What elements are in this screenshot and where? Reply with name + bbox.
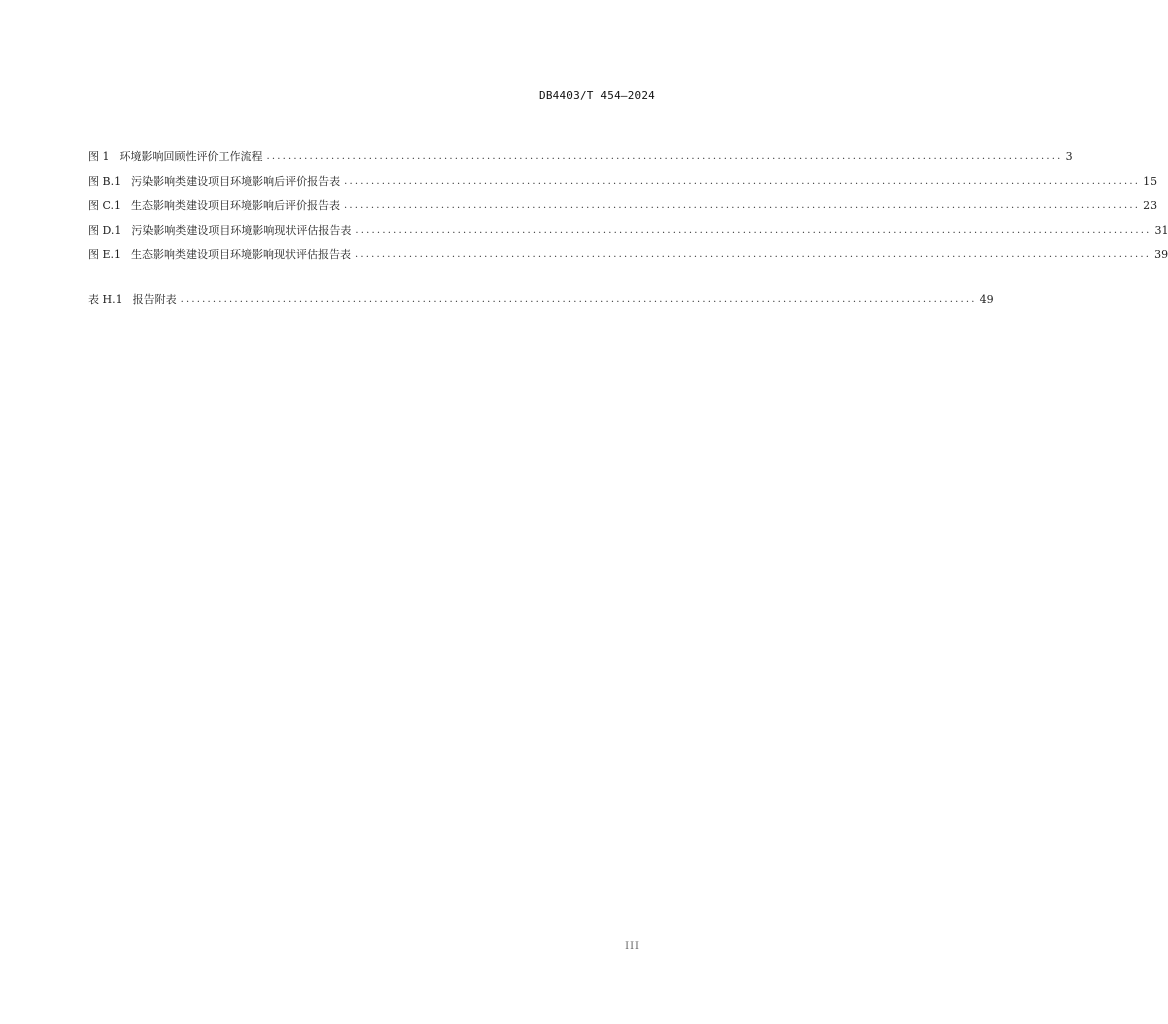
toc-entry-title: 环境影响回顾性评价工作流程: [119, 150, 263, 163]
toc-entry-page: 39: [1154, 248, 1168, 261]
toc-entry[interactable]: [88, 223, 1168, 248]
dot-leader: ....................................................................................................................................................: [344, 200, 1141, 211]
toc-entry-page: 49: [979, 293, 994, 306]
toc-entry[interactable]: [88, 174, 1158, 199]
toc-entry-label: 表 H.1: [88, 293, 123, 306]
toc-entry[interactable]: [88, 198, 1158, 223]
dot-leader: ....................................................................................................................................................: [344, 175, 1141, 187]
figure-list: [88, 149, 1168, 272]
toc-entry-label: 图 B.1: [88, 174, 122, 188]
toc-entry-page: 23: [1143, 199, 1158, 212]
dot-leader: ....................................................................................................................................................: [180, 294, 977, 305]
page-number: III: [625, 941, 640, 952]
toc-entry-title: 生态影响类建设项目环境影响现状评估报告表: [131, 248, 352, 261]
toc-entry-label: 图 E.1: [88, 248, 122, 261]
toc-entry-title: 生态影响类建设项目环境影响后评价报告表: [131, 199, 341, 212]
dot-leader: ....................................................................................................................................................: [266, 151, 1063, 162]
toc-entry-page: 31: [1154, 223, 1168, 237]
toc-entry-label: 图 C.1: [88, 199, 122, 212]
toc-entry-title: 污染影响类建设项目环境影响现状评估报告表: [131, 223, 352, 237]
dot-leader: ....................................................................................................................................................: [355, 249, 1152, 260]
standard-code: DB4403/T 454—2024: [539, 89, 655, 102]
toc-entry-title: 污染影响类建设项目环境影响后评价报告表: [131, 174, 341, 188]
toc-entry[interactable]: [88, 149, 1073, 174]
table-list: [88, 292, 994, 317]
dot-leader: ....................................................................................................................................................: [355, 224, 1152, 236]
toc-entry-title: 报告附表: [132, 293, 177, 306]
toc-entry-label: 图 1: [88, 150, 110, 163]
toc-entry-page: 15: [1143, 174, 1158, 188]
toc-entry-page: 3: [1065, 150, 1073, 163]
toc-entry[interactable]: [88, 292, 994, 317]
toc-entry[interactable]: [88, 247, 1168, 272]
toc-entry-label: 图 D.1: [88, 223, 122, 237]
